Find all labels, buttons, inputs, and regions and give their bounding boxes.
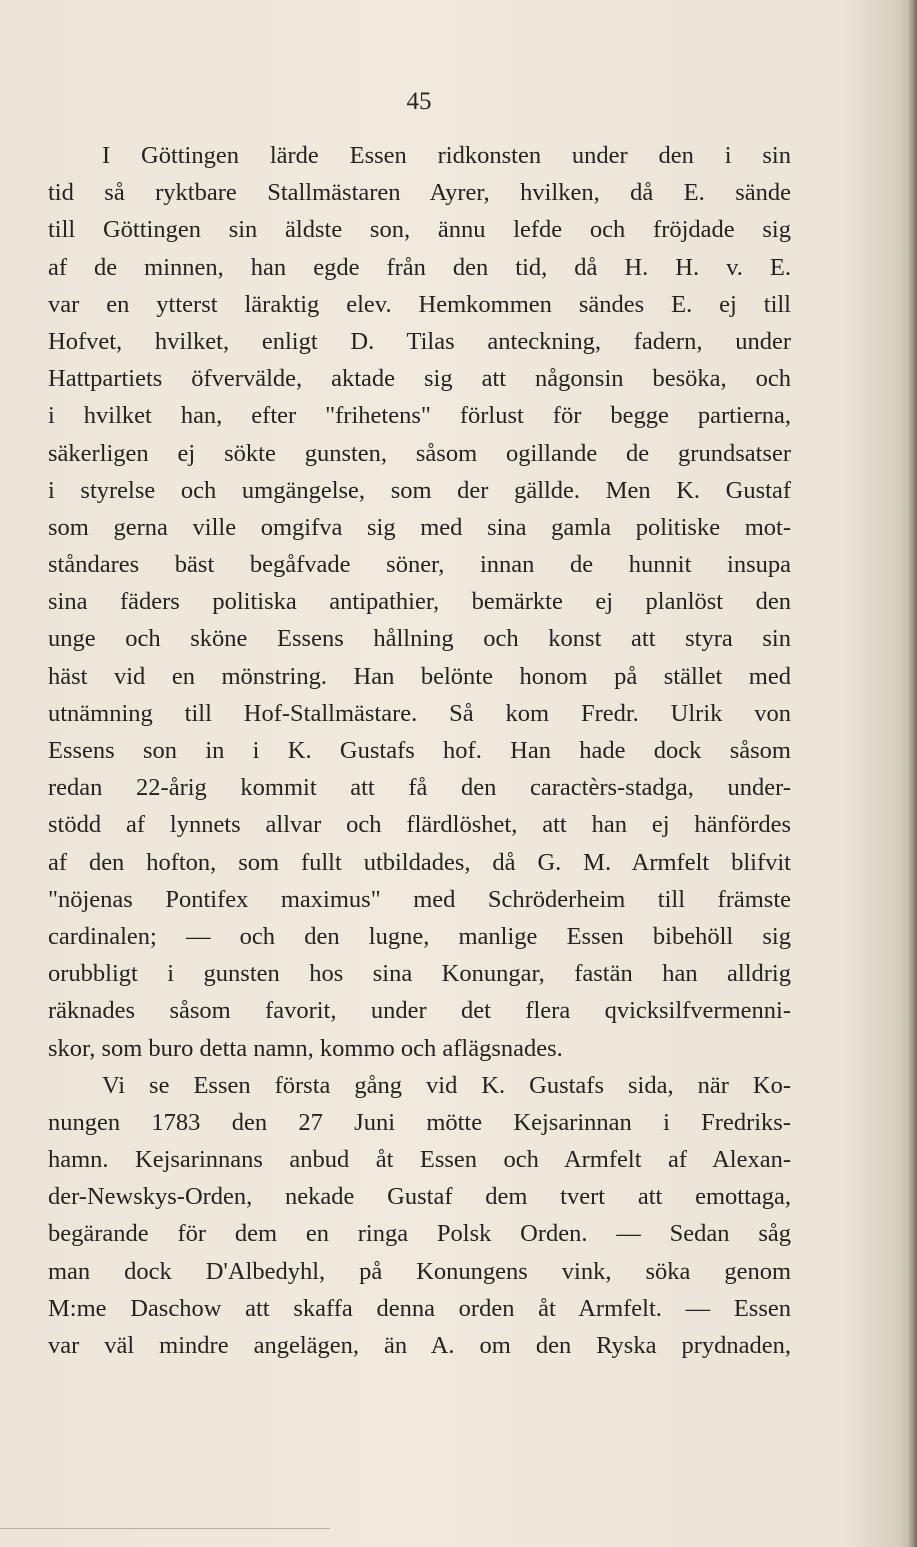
footer-rule [0,1528,330,1529]
text-line: redan 22-årig kommit att få den caractèrs-stadga, under- [48,774,791,802]
text-line: utnämning till Hof-Stallmästare. Så kom Fredr. Ulrik von [48,699,791,727]
text-line: sina fäders politiska antipathier, bemärkte ej planlöst den [48,588,791,616]
text-line: Hattpartiets öfvervälde, aktade sig att någonsin besöka, och [48,365,791,393]
text-line: I Göttingen lärde Essen ridkonsten under den i sin [102,142,791,169]
text-line: af de minnen, han egde från den tid, då H. H. v. E. [48,253,791,281]
text-line: cardinalen; — och den lugne, manlige Essen bibehöll sig [48,922,791,950]
page-text [48,137,791,1364]
text-line: af den hofton, som fullt utbildades, då G. M. Armfelt blifvit [48,848,791,876]
text-line: hamn. Kejsarinnans anbud åt Essen och Armfelt af Alexan- [48,1146,791,1174]
text-line: man dock D'Albedyhl, på Konungens vink, söka genom [48,1257,791,1285]
text-line: Hofvet, hvilket, enligt D. Tilas anteckning, fadern, under [48,327,791,355]
text-line: i styrelse och umgängelse, som der gällde. Men K. Gustaf [48,476,791,504]
text-line: nungen 1783 den 27 Juni mötte Kejsarinnan i Fredriks- [48,1108,791,1136]
text-line: der-Newskys-Orden, nekade Gustaf dem tvert att emottaga, [48,1183,791,1211]
text-line: "nöjenas Pontifex maximus" med Schröderheim till främste [48,885,791,913]
text-line: säkerligen ej sökte gunsten, såsom ogillande de grundsatser [48,439,791,467]
text-line: stödd af lynnets allvar och flärdlöshet, att han ej hänfördes [48,811,791,839]
text-line: orubbligt i gunsten hos sina Konungar, fastän han alldrig [48,960,791,988]
text-line: som gerna ville omgifva sig med sina gamla politiske mot- [48,513,791,541]
text-line: räknades såsom favorit, under det flera qvicksilfvermenni- [48,997,791,1025]
text-line: unge och sköne Essens hållning och konst att styra sin [48,625,791,653]
text-line: var väl mindre angelägen, än A. om den Ryska prydnaden, [48,1332,791,1359]
text-line: Vi se Essen första gång vid K. Gustafs sida, när Ko- [102,1071,791,1099]
text-line: till Göttingen sin äldste son, ännu lefde och fröjdade sig [48,216,791,244]
text-line: skor, som buro detta namn, kommo och aflägsnades. [48,1034,563,1062]
text-line: begärande för dem en ringa Polsk Orden. — Sedan såg [48,1220,791,1248]
text-line: var en ytterst läraktig elev. Hemkommen sändes E. ej till [48,290,791,318]
text-line: tid så ryktbare Stallmästaren Ayrer, hvilken, då E. sände [48,179,791,207]
text-line: M:me Daschow att skaffa denna orden åt Armfelt. — Essen [48,1294,791,1322]
text-line: i hvilket han, efter "frihetens" förlust för begge partierna, [48,402,791,430]
page-edge [907,0,917,1547]
page-number: 45 [406,88,432,115]
text-line: Essens son in i K. Gustafs hof. Han hade dock såsom [48,737,791,764]
text-line: ståndares bäst begåfvade söner, innan de hunnit insupa [48,551,791,579]
text-line: häst vid en mönstring. Han belönte honom på stället med [48,662,791,690]
